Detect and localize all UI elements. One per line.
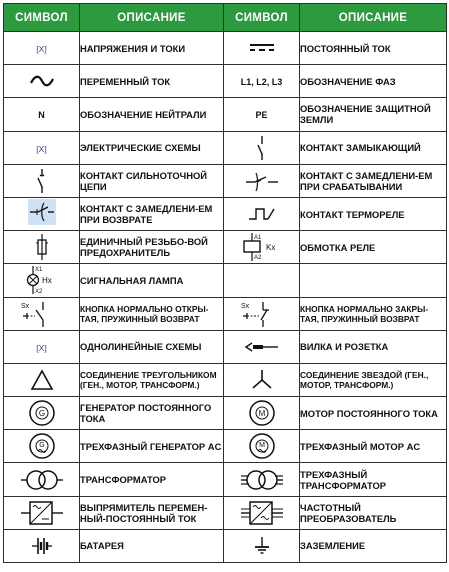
relay-coil-kx-label: Kx bbox=[265, 243, 275, 253]
ground-icon bbox=[252, 535, 272, 557]
signal-lamp-icon bbox=[19, 265, 65, 295]
description-cell: ГЕНЕРАТОР ПОСТОЯННОГО ТОКА bbox=[80, 397, 224, 430]
neutral-label: N bbox=[38, 110, 45, 121]
symbol-cell bbox=[4, 297, 80, 330]
header-symbol-left: СИМВОЛ bbox=[4, 4, 80, 32]
symbol-cell bbox=[224, 330, 300, 363]
symbol-cell bbox=[224, 65, 300, 98]
delayed-operate-contact-icon bbox=[244, 169, 280, 193]
symbol-cell bbox=[224, 529, 300, 562]
symbol-cell bbox=[4, 164, 80, 197]
symbol-cell bbox=[224, 430, 300, 463]
description-cell: КОНТАКТ ЗАМЫКАЮЩИЙ bbox=[300, 131, 447, 164]
symbol-cell bbox=[224, 496, 300, 529]
description-cell: КОНТАКТ ТЕРМОРЕЛЕ bbox=[300, 197, 447, 230]
description-cell: ПОСТОЯННЫЙ ТОК bbox=[300, 32, 447, 65]
plug-socket-icon bbox=[244, 341, 280, 353]
symbol-cell bbox=[4, 463, 80, 496]
symbol-cell bbox=[4, 397, 80, 430]
three-phase-transformer-icon bbox=[240, 466, 284, 494]
symbol-cell bbox=[224, 397, 300, 430]
symbol-cell bbox=[4, 98, 80, 131]
description-cell: ТРЕХФАЗНЫЙ ГЕНЕРАТОР AC bbox=[80, 430, 224, 463]
table-row bbox=[4, 231, 447, 264]
symbol-cell bbox=[4, 197, 80, 230]
table-row bbox=[4, 330, 447, 363]
dc-motor-icon bbox=[247, 398, 277, 428]
highlight-box bbox=[28, 199, 56, 225]
symbol-cell bbox=[224, 297, 300, 330]
protective-earth-label: PE bbox=[255, 110, 268, 121]
description-cell bbox=[300, 264, 447, 297]
description-cell: КОНТАКТ С ЗАМЕДЛЕНИ-ЕМ ПРИ СРАБАТЫВАНИИ bbox=[300, 164, 447, 197]
symbol-cell bbox=[4, 231, 80, 264]
three-phase-generator-g-label: G bbox=[38, 442, 45, 450]
dc-generator-g-label: G bbox=[38, 409, 45, 419]
header-symbol-right: СИМВОЛ bbox=[224, 4, 300, 32]
description-cell: ЭЛЕКТРИЧЕСКИЕ СХЕМЫ bbox=[80, 131, 224, 164]
symbol-cell bbox=[4, 131, 80, 164]
description-cell: КНОПКА НОРМАЛЬНО ОТКРЫ-ТАЯ, ПРУЖИННЫЙ ВОЗВРАТ bbox=[80, 297, 224, 330]
symbol-cell bbox=[4, 529, 80, 562]
star-icon bbox=[249, 368, 275, 392]
description-cell: ОБМОТКА РЕЛЕ bbox=[300, 231, 447, 264]
symbol-legend-table bbox=[3, 3, 447, 563]
delayed-release-contact-icon bbox=[28, 199, 56, 225]
description-cell: ЗАЗЕМЛЕНИЕ bbox=[300, 529, 447, 562]
three-phase-motor-icon bbox=[247, 431, 277, 461]
description-cell: ОДНОЛИНЕЙНЫЕ СХЕМЫ bbox=[80, 330, 224, 363]
table-row bbox=[4, 463, 447, 496]
table-row bbox=[4, 297, 447, 330]
table-row bbox=[4, 32, 447, 65]
table-row bbox=[4, 529, 447, 562]
push-button-no-sx-label: Sx bbox=[20, 302, 29, 310]
symbol-cell bbox=[224, 164, 300, 197]
description-cell: ОБОЗНАЧЕНИЕ НЕЙТРАЛИ bbox=[80, 98, 224, 131]
relay-coil-a2-label: A2 bbox=[253, 255, 261, 262]
push-button-nc-icon bbox=[239, 300, 285, 328]
symbol-cell bbox=[4, 330, 80, 363]
table-row bbox=[4, 164, 447, 197]
description-cell: СИГНАЛЬНАЯ ЛАМПА bbox=[80, 264, 224, 297]
table-row bbox=[4, 430, 447, 463]
table-row bbox=[4, 197, 447, 230]
symbol-cell bbox=[224, 32, 300, 65]
transformer-icon bbox=[20, 466, 64, 494]
table-row bbox=[4, 98, 447, 131]
symbol-cell bbox=[224, 231, 300, 264]
symbol-cell bbox=[4, 496, 80, 529]
description-cell: ТРАНСФОРМАТОР bbox=[80, 463, 224, 496]
symbol-cell bbox=[224, 131, 300, 164]
symbol-cell bbox=[224, 463, 300, 496]
push-button-nc-sx-label: Sx bbox=[240, 302, 249, 310]
description-cell: КНОПКА НОРМАЛЬНО ЗАКРЫ-ТАЯ, ПРУЖИННЫЙ ВОЗВРАТ bbox=[300, 297, 447, 330]
ac-wave-icon bbox=[29, 74, 55, 88]
description-cell: ПЕРЕМЕННЫЙ ТОК bbox=[80, 65, 224, 98]
header-row bbox=[4, 4, 447, 32]
header-description-right: ОПИСАНИЕ bbox=[300, 4, 447, 32]
push-button-no-icon bbox=[19, 300, 65, 328]
delta-icon bbox=[29, 368, 55, 392]
symbol-legend-sheet bbox=[3, 3, 446, 569]
symbol-cell bbox=[4, 264, 80, 297]
description-cell: КОНТАКТ СИЛЬНОТОЧНОЙ ЦЕПИ bbox=[80, 164, 224, 197]
description-cell: ТРЕХФАЗНЫЙ ТРАНСФОРМАТОР bbox=[300, 463, 447, 496]
power-contact-icon bbox=[32, 167, 52, 195]
table-row bbox=[4, 65, 447, 98]
table-row bbox=[4, 131, 447, 164]
description-cell: ВИЛКА И РОЗЕТКА bbox=[300, 330, 447, 363]
symbol-cell bbox=[4, 32, 80, 65]
signal-lamp-x2-label: X2 bbox=[34, 289, 42, 296]
relay-coil-a1-label: A1 bbox=[253, 235, 261, 242]
symbol-cell bbox=[224, 264, 300, 297]
rectifier-icon bbox=[20, 499, 64, 527]
dc-generator-icon bbox=[27, 398, 57, 428]
three-phase-motor-m-label: M bbox=[258, 442, 265, 450]
battery-icon bbox=[30, 535, 54, 557]
placeholder-icon: [X] bbox=[36, 143, 47, 154]
description-cell: БАТАРЕЯ bbox=[80, 529, 224, 562]
description-cell: ОБОЗНАЧЕНИЕ ЗАЩИТНОЙ ЗЕМЛИ bbox=[300, 98, 447, 131]
symbol-cell bbox=[4, 430, 80, 463]
description-cell: ЧАСТОТНЫЙ ПРЕОБРАЗОВАТЕЛЬ bbox=[300, 496, 447, 529]
symbol-cell bbox=[224, 197, 300, 230]
phase-labels: L1, L2, L3 bbox=[240, 77, 283, 88]
description-cell: ВЫПРЯМИТЕЛЬ ПЕРЕМЕН-НЫЙ-ПОСТОЯННЫЙ ТОК bbox=[80, 496, 224, 529]
table-row bbox=[4, 496, 447, 529]
description-cell: ОБОЗНАЧЕНИЕ ФАЗ bbox=[300, 65, 447, 98]
description-cell: ЕДИНИЧНЫЙ РЕЗЬБО-ВОЙ ПРЕДОХРАНИТЕЛЬ bbox=[80, 231, 224, 264]
table-row bbox=[4, 264, 447, 297]
description-cell: НАПРЯЖЕНИЯ И ТОКИ bbox=[80, 32, 224, 65]
description-cell: СОЕДИНЕНИЕ ЗВЕЗДОЙ (ГЕН., МОТОР, ТРАНСФОРМ.) bbox=[300, 363, 447, 396]
symbol-cell bbox=[4, 65, 80, 98]
make-contact-icon bbox=[252, 134, 272, 162]
header-description-left: ОПИСАНИЕ bbox=[80, 4, 224, 32]
signal-lamp-x1-label: X1 bbox=[34, 267, 42, 274]
description-cell: ТРЕХФАЗНЫЙ МОТОР AC bbox=[300, 430, 447, 463]
description-cell: КОНТАКТ С ЗАМЕДЛЕНИ-ЕМ ПРИ ВОЗВРАТЕ bbox=[80, 197, 224, 230]
frequency-converter-icon bbox=[240, 499, 284, 527]
table-row bbox=[4, 363, 447, 396]
relay-coil-icon bbox=[236, 232, 288, 262]
placeholder-icon: [X] bbox=[36, 44, 47, 55]
description-cell: МОТОР ПОСТОЯННОГО ТОКА bbox=[300, 397, 447, 430]
symbol-cell bbox=[224, 98, 300, 131]
symbol-cell bbox=[224, 363, 300, 396]
three-phase-generator-icon bbox=[27, 431, 57, 461]
dc-motor-m-label: M bbox=[258, 409, 265, 419]
description-cell: СОЕДИНЕНИЕ ТРЕУГОЛЬНИКОМ (ГЕН., МОТОР, ТРАНСФОРМ.) bbox=[80, 363, 224, 396]
dc-icon bbox=[247, 42, 277, 54]
thermal-relay-contact-icon bbox=[247, 203, 277, 225]
placeholder-icon: [X] bbox=[36, 342, 47, 353]
fuse-icon bbox=[32, 233, 52, 261]
signal-lamp-hx-label: Hx bbox=[41, 276, 52, 286]
table-row bbox=[4, 397, 447, 430]
symbol-cell bbox=[4, 363, 80, 396]
